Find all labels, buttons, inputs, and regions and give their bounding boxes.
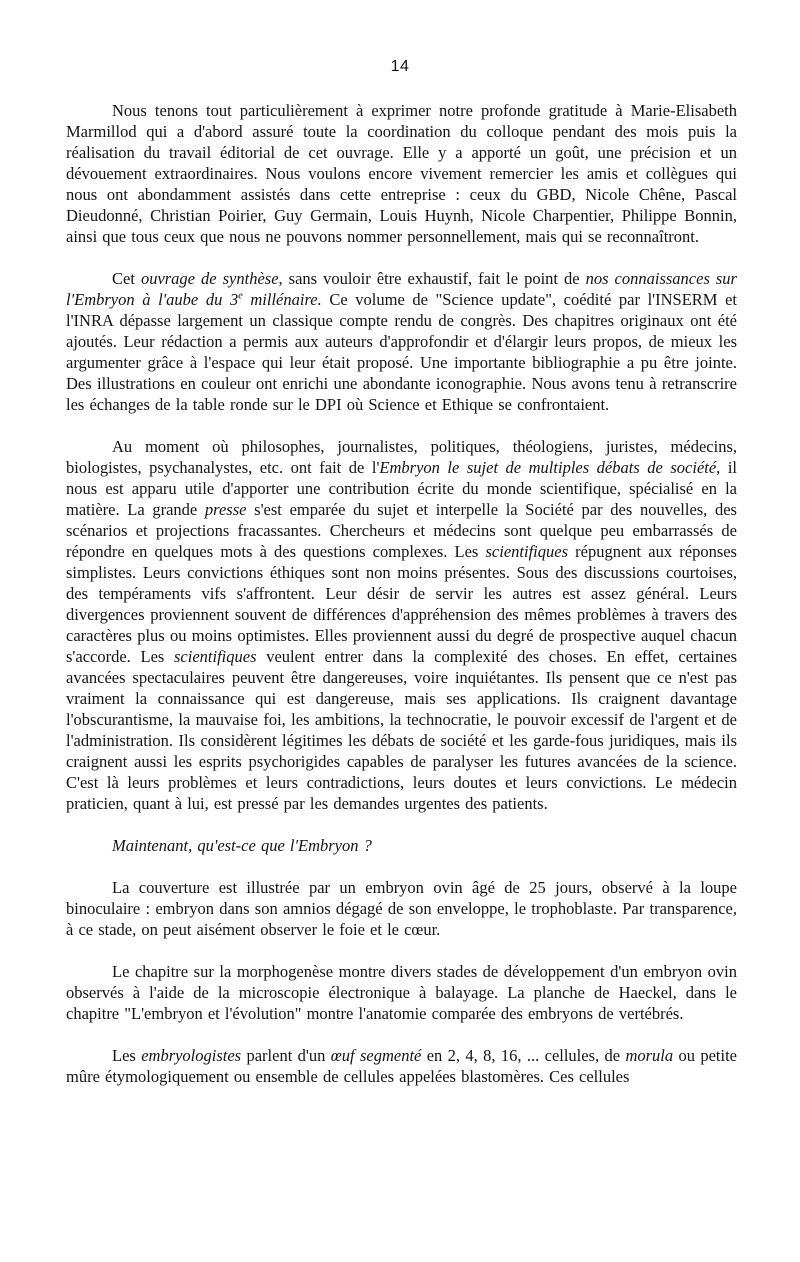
page-content [66,100,737,1108]
text-segment: veulent entrer dans la complexité des choses. En effet, certaines avancées spectaculaires peuvent être dangereuses, voire inquiétantes. Ils pensent que ce n'est pas vraiment la connaissance qui est dangereuse, mais ses applications. Ils craignent davantage l'obscurantisme, la mauvaise foi, les ambitions, la technocratie, le pouvoir excessif de l'argent et de l'administration. Ils considèrent légitimes les débats de société et les garde-fous juridiques, mais ils craignent aussi les esprits psychorigides capables de paralyser les futures avancées de la science. C'est là leurs problèmes et leurs contradictions, leurs doutes et leurs convictions. Le médecin praticien, quant à lui, est pressé par les demandes urgentes des patients. [66,647,737,813]
page-number: 14 [390,58,410,75]
text-segment: Au moment où philosophes, journalistes, politiques, théologiens, juristes, médecins, biologistes, psychanalystes, etc. ont fait de l' [66,437,737,477]
text-segment: Maintenant, qu'est-ce que l'Embryon ? [112,836,372,855]
text-segment: nos connaissances sur l'Embryon à l'aube du 3 [66,269,737,309]
text-segment: morula [625,1046,674,1065]
morphogenesis-paragraph [66,961,737,1024]
text-segment: Cet [112,269,141,288]
text-segment: scientifiques [485,542,568,561]
cover-description-paragraph [66,877,737,940]
text-segment: parlent d'un [241,1046,331,1065]
text-segment: Embryon le sujet de multiples débats de société, [379,458,721,477]
text-segment: répugnent aux réponses simplistes. Leurs convictions éthiques sont non moins présentes. Sous des discussions courtoises, des tempéraments vifs s'affrontent. Leur désir de servir les autres est assez général. Leurs divergences proviennent souvent de différences d'appréhension des mêmes problèmes à travers des caractères plus ou moins optimistes. Elles proviennent aussi du degré de prospective auquel chacun s'accorde. Les [66,542,737,666]
text-segment: Le chapitre sur la morphogenèse montre divers stades de développement d'un embryon ovin observés à l'aide de la microscopie électronique à balayage. La planche de Haeckel, dans le chapitre "L'embryon et l'évolution" montre l'anatomie comparée des embryons de vertébrés. [66,962,737,1023]
text-segment: Ce volume de "Science update", coédité par l'INSERM et l'INRA dépasse largement un classique compte rendu de congrès. Des chapitres originaux ont été ajoutés. Leur rédaction a permis aux auteurs d'approfondir et d'élargir leurs propos, de mieux les argumenter grâce à l'espace qui leur était proposé. Une importante bibliographie a pu être jointe. Des illustrations en couleur ont enrichi une abondante iconographie. Nous avons tenu à retranscrire les échanges de la table ronde sur le DPI où Science et Ethique se confrontaient. [66,290,737,414]
text-segment: Nous tenons tout particulièrement à exprimer notre profonde gratitude à Marie-Elisabeth Marmillod qui a d'abord assuré toute la coordination du colloque pendant des mois puis la réalisation du travail éditorial de cet ouvrage. Elle y a apporté un goût, une précision et un dévouement extraordinaires. Nous voulons encore vivement remercier les amis et collègues qui nous ont abondamment assistés dans cette entreprise : ceux du GBD, Nicole Chêne, Pascal Dieudonné, Christian Poirier, Guy Germain, Louis Huynh, Nicole Charpentier, Philippe Bonnin, ainsi que tous ceux que nous ne pouvons nommer personnellement, mais qui se reconnaîtront. [66,101,737,246]
text-segment: La couverture est illustrée par un embryon ovin âgé de 25 jours, observé à la loupe binoculaire : embryon dans son amnios dégagé de son enveloppe, le trophoblaste. Par transparence, à ce stade, on peut aisément observer le foie et le cœur. [66,878,737,939]
text-segment: ou petite mûre étymologiquement ou ensemble de cellules appelées blastomères. Ces cellules [66,1046,738,1086]
embryologists-paragraph [66,1045,737,1087]
text-segment: scientifiques [174,647,257,666]
text-segment: presse [204,500,247,519]
society-debate-paragraph [66,436,737,814]
text-segment: embryologistes [141,1046,242,1065]
acknowledgements-paragraph [66,100,737,247]
text-segment: millénaire. [242,290,322,309]
text-segment: en 2, 4, 8, 16, ... cellules, de [421,1046,626,1065]
text-segment: ouvrage de synthèse [140,269,279,288]
text-segment: , sans vouloir être exhaustif, fait le point de [278,269,586,288]
embryo-question-heading [66,835,737,856]
book-overview-paragraph [66,268,737,415]
text-segment: Les [112,1046,142,1065]
text-segment: s'est emparée du sujet et interpelle la Société par des nouvelles, des scénarios et projections fracassantes. Chercheurs et médecins sont quelque peu embarrassés de répondre en quelques mots à des questions complexes. Les [66,500,737,561]
text-segment: e [238,290,243,302]
text-segment: œuf segmenté [330,1046,422,1065]
text-segment: il nous est apparu utile d'apporter une contribution écrite du monde scientifique, spécialisé en la matière. La grande [66,458,737,519]
